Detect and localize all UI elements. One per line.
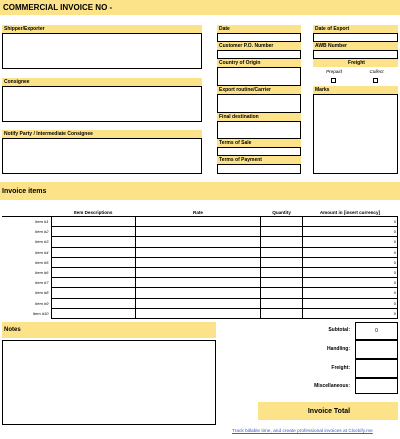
final-destination-field[interactable] bbox=[217, 121, 301, 139]
item-label: Item #7 bbox=[35, 280, 49, 286]
collect-label: Collect bbox=[369, 69, 384, 74]
shipper-label: Shipper/Exporter bbox=[2, 25, 202, 33]
item-quantity-cell[interactable] bbox=[261, 308, 303, 318]
prepaid-label: Prepaid bbox=[326, 69, 342, 74]
final-destination-label: Final destination bbox=[217, 113, 301, 121]
notify-party-label: Notify Party / Intermediate Consignee bbox=[2, 130, 202, 138]
item-label: Item #6 bbox=[35, 270, 49, 276]
subtotal-label: Subtotal: bbox=[328, 327, 350, 333]
notify-party-field[interactable] bbox=[2, 138, 202, 174]
item-label: Item #3 bbox=[35, 239, 49, 245]
notes-field[interactable] bbox=[2, 340, 216, 425]
item-amount-cell[interactable]: 0 bbox=[302, 278, 397, 288]
item-quantity-cell[interactable] bbox=[261, 217, 303, 227]
awb-number-label: AWB Number bbox=[313, 42, 398, 50]
table-row bbox=[2, 237, 398, 247]
col-quantity: Quantity bbox=[261, 208, 303, 217]
table-row bbox=[2, 278, 398, 288]
item-description-cell[interactable] bbox=[51, 267, 135, 277]
country-origin-field[interactable] bbox=[217, 67, 301, 86]
subtotal-value: 0 bbox=[375, 328, 378, 334]
freight-total-field[interactable] bbox=[355, 359, 398, 378]
table-row bbox=[2, 298, 398, 308]
date-field[interactable] bbox=[217, 33, 301, 42]
marks-label: Marks bbox=[313, 86, 398, 94]
notes-title: Notes bbox=[2, 322, 216, 338]
item-description-cell[interactable] bbox=[51, 288, 135, 298]
consignee-field[interactable] bbox=[2, 86, 202, 122]
date-label: Date bbox=[217, 25, 301, 33]
item-description-cell[interactable] bbox=[51, 298, 135, 308]
table-row bbox=[2, 288, 398, 298]
item-description-cell[interactable] bbox=[51, 217, 135, 227]
freight-label: Freight bbox=[313, 59, 398, 67]
item-amount-cell[interactable]: 0 bbox=[302, 288, 397, 298]
item-amount-cell[interactable]: 0 bbox=[302, 217, 397, 227]
col-rate: Rate bbox=[135, 208, 260, 217]
item-rate-cell[interactable] bbox=[135, 227, 260, 237]
col-amount: Amount in [insert currency] bbox=[302, 208, 397, 217]
table-row bbox=[2, 227, 398, 237]
po-number-field[interactable] bbox=[217, 50, 301, 59]
country-origin-label: Country of Origin bbox=[217, 59, 301, 67]
table-row bbox=[2, 267, 398, 277]
item-quantity-cell[interactable] bbox=[261, 278, 303, 288]
item-quantity-cell[interactable] bbox=[261, 267, 303, 277]
invoice-title: COMMERCIAL INVOICE NO - bbox=[0, 0, 400, 15]
po-number-label: Customer P.O. Number bbox=[217, 42, 301, 50]
invoice-items-title: Invoice items bbox=[0, 182, 400, 200]
item-amount-cell[interactable]: 0 bbox=[302, 237, 397, 247]
item-rate-cell[interactable] bbox=[135, 298, 260, 308]
terms-sale-field[interactable] bbox=[217, 147, 301, 156]
date-export-field[interactable] bbox=[313, 33, 398, 42]
item-quantity-cell[interactable] bbox=[261, 257, 303, 267]
prepaid-checkbox[interactable] bbox=[331, 78, 336, 83]
item-description-cell[interactable] bbox=[51, 237, 135, 247]
awb-number-field[interactable] bbox=[313, 50, 398, 59]
subtotal-field[interactable] bbox=[355, 322, 398, 340]
handling-label: Handling: bbox=[326, 346, 350, 352]
item-description-cell[interactable] bbox=[51, 247, 135, 257]
item-rate-cell[interactable] bbox=[135, 217, 260, 227]
collect-checkbox[interactable] bbox=[373, 78, 378, 83]
item-label: Item #1 bbox=[35, 219, 49, 225]
item-rate-cell[interactable] bbox=[135, 288, 260, 298]
item-quantity-cell[interactable] bbox=[261, 237, 303, 247]
terms-sale-label: Terms of Sale bbox=[217, 139, 301, 147]
table-row bbox=[2, 257, 398, 267]
item-quantity-cell[interactable] bbox=[261, 227, 303, 237]
marks-field[interactable] bbox=[313, 94, 398, 174]
shipper-field[interactable] bbox=[2, 33, 202, 69]
item-rate-cell[interactable] bbox=[135, 267, 260, 277]
item-label: Item #2 bbox=[35, 229, 49, 235]
item-description-cell[interactable] bbox=[51, 227, 135, 237]
terms-payment-label: Terms of Payment bbox=[217, 156, 301, 164]
item-amount-cell[interactable]: 0 bbox=[302, 257, 397, 267]
item-rate-cell[interactable] bbox=[135, 278, 260, 288]
freight-total-label: Freight: bbox=[331, 365, 350, 371]
terms-payment-field[interactable] bbox=[217, 164, 301, 174]
table-row bbox=[2, 308, 398, 318]
table-row bbox=[2, 217, 398, 227]
handling-field[interactable] bbox=[355, 340, 398, 359]
invoice-total-label: Invoice Total bbox=[258, 402, 398, 420]
item-amount-cell[interactable]: 0 bbox=[302, 267, 397, 277]
table-row bbox=[2, 247, 398, 257]
item-quantity-cell[interactable] bbox=[261, 247, 303, 257]
clockify-link[interactable]: Track billable time, and create professional invoices at Clockify.me bbox=[232, 429, 373, 434]
export-routine-field[interactable] bbox=[217, 94, 301, 113]
misc-field[interactable] bbox=[355, 378, 398, 394]
items-table bbox=[2, 208, 398, 319]
item-rate-cell[interactable] bbox=[135, 257, 260, 267]
item-label: Item #9 bbox=[35, 300, 49, 306]
item-amount-cell[interactable]: 0 bbox=[302, 247, 397, 257]
item-label: Item #5 bbox=[35, 259, 49, 265]
col-spacer bbox=[2, 208, 51, 217]
item-label: Item #4 bbox=[35, 249, 49, 255]
item-label: Item #10 bbox=[32, 310, 49, 316]
col-description: Item Descriptions bbox=[51, 208, 135, 217]
item-label: Item #8 bbox=[35, 290, 49, 296]
export-routine-label: Export routine/Carrier bbox=[217, 86, 301, 94]
item-amount-cell[interactable]: 0 bbox=[302, 227, 397, 237]
item-amount-cell[interactable]: 0 bbox=[302, 298, 397, 308]
item-description-cell[interactable] bbox=[51, 278, 135, 288]
date-export-label: Date of Export bbox=[313, 25, 398, 33]
misc-label: Miscellaneous: bbox=[314, 383, 350, 389]
item-rate-cell[interactable] bbox=[135, 247, 260, 257]
item-quantity-cell[interactable] bbox=[261, 288, 303, 298]
item-rate-cell[interactable] bbox=[135, 308, 260, 318]
item-amount-cell[interactable]: 0 bbox=[302, 308, 397, 318]
item-rate-cell[interactable] bbox=[135, 237, 260, 247]
item-quantity-cell[interactable] bbox=[261, 298, 303, 308]
consignee-label: Consignee bbox=[2, 78, 202, 86]
item-description-cell[interactable] bbox=[51, 257, 135, 267]
item-description-cell[interactable] bbox=[51, 308, 135, 318]
